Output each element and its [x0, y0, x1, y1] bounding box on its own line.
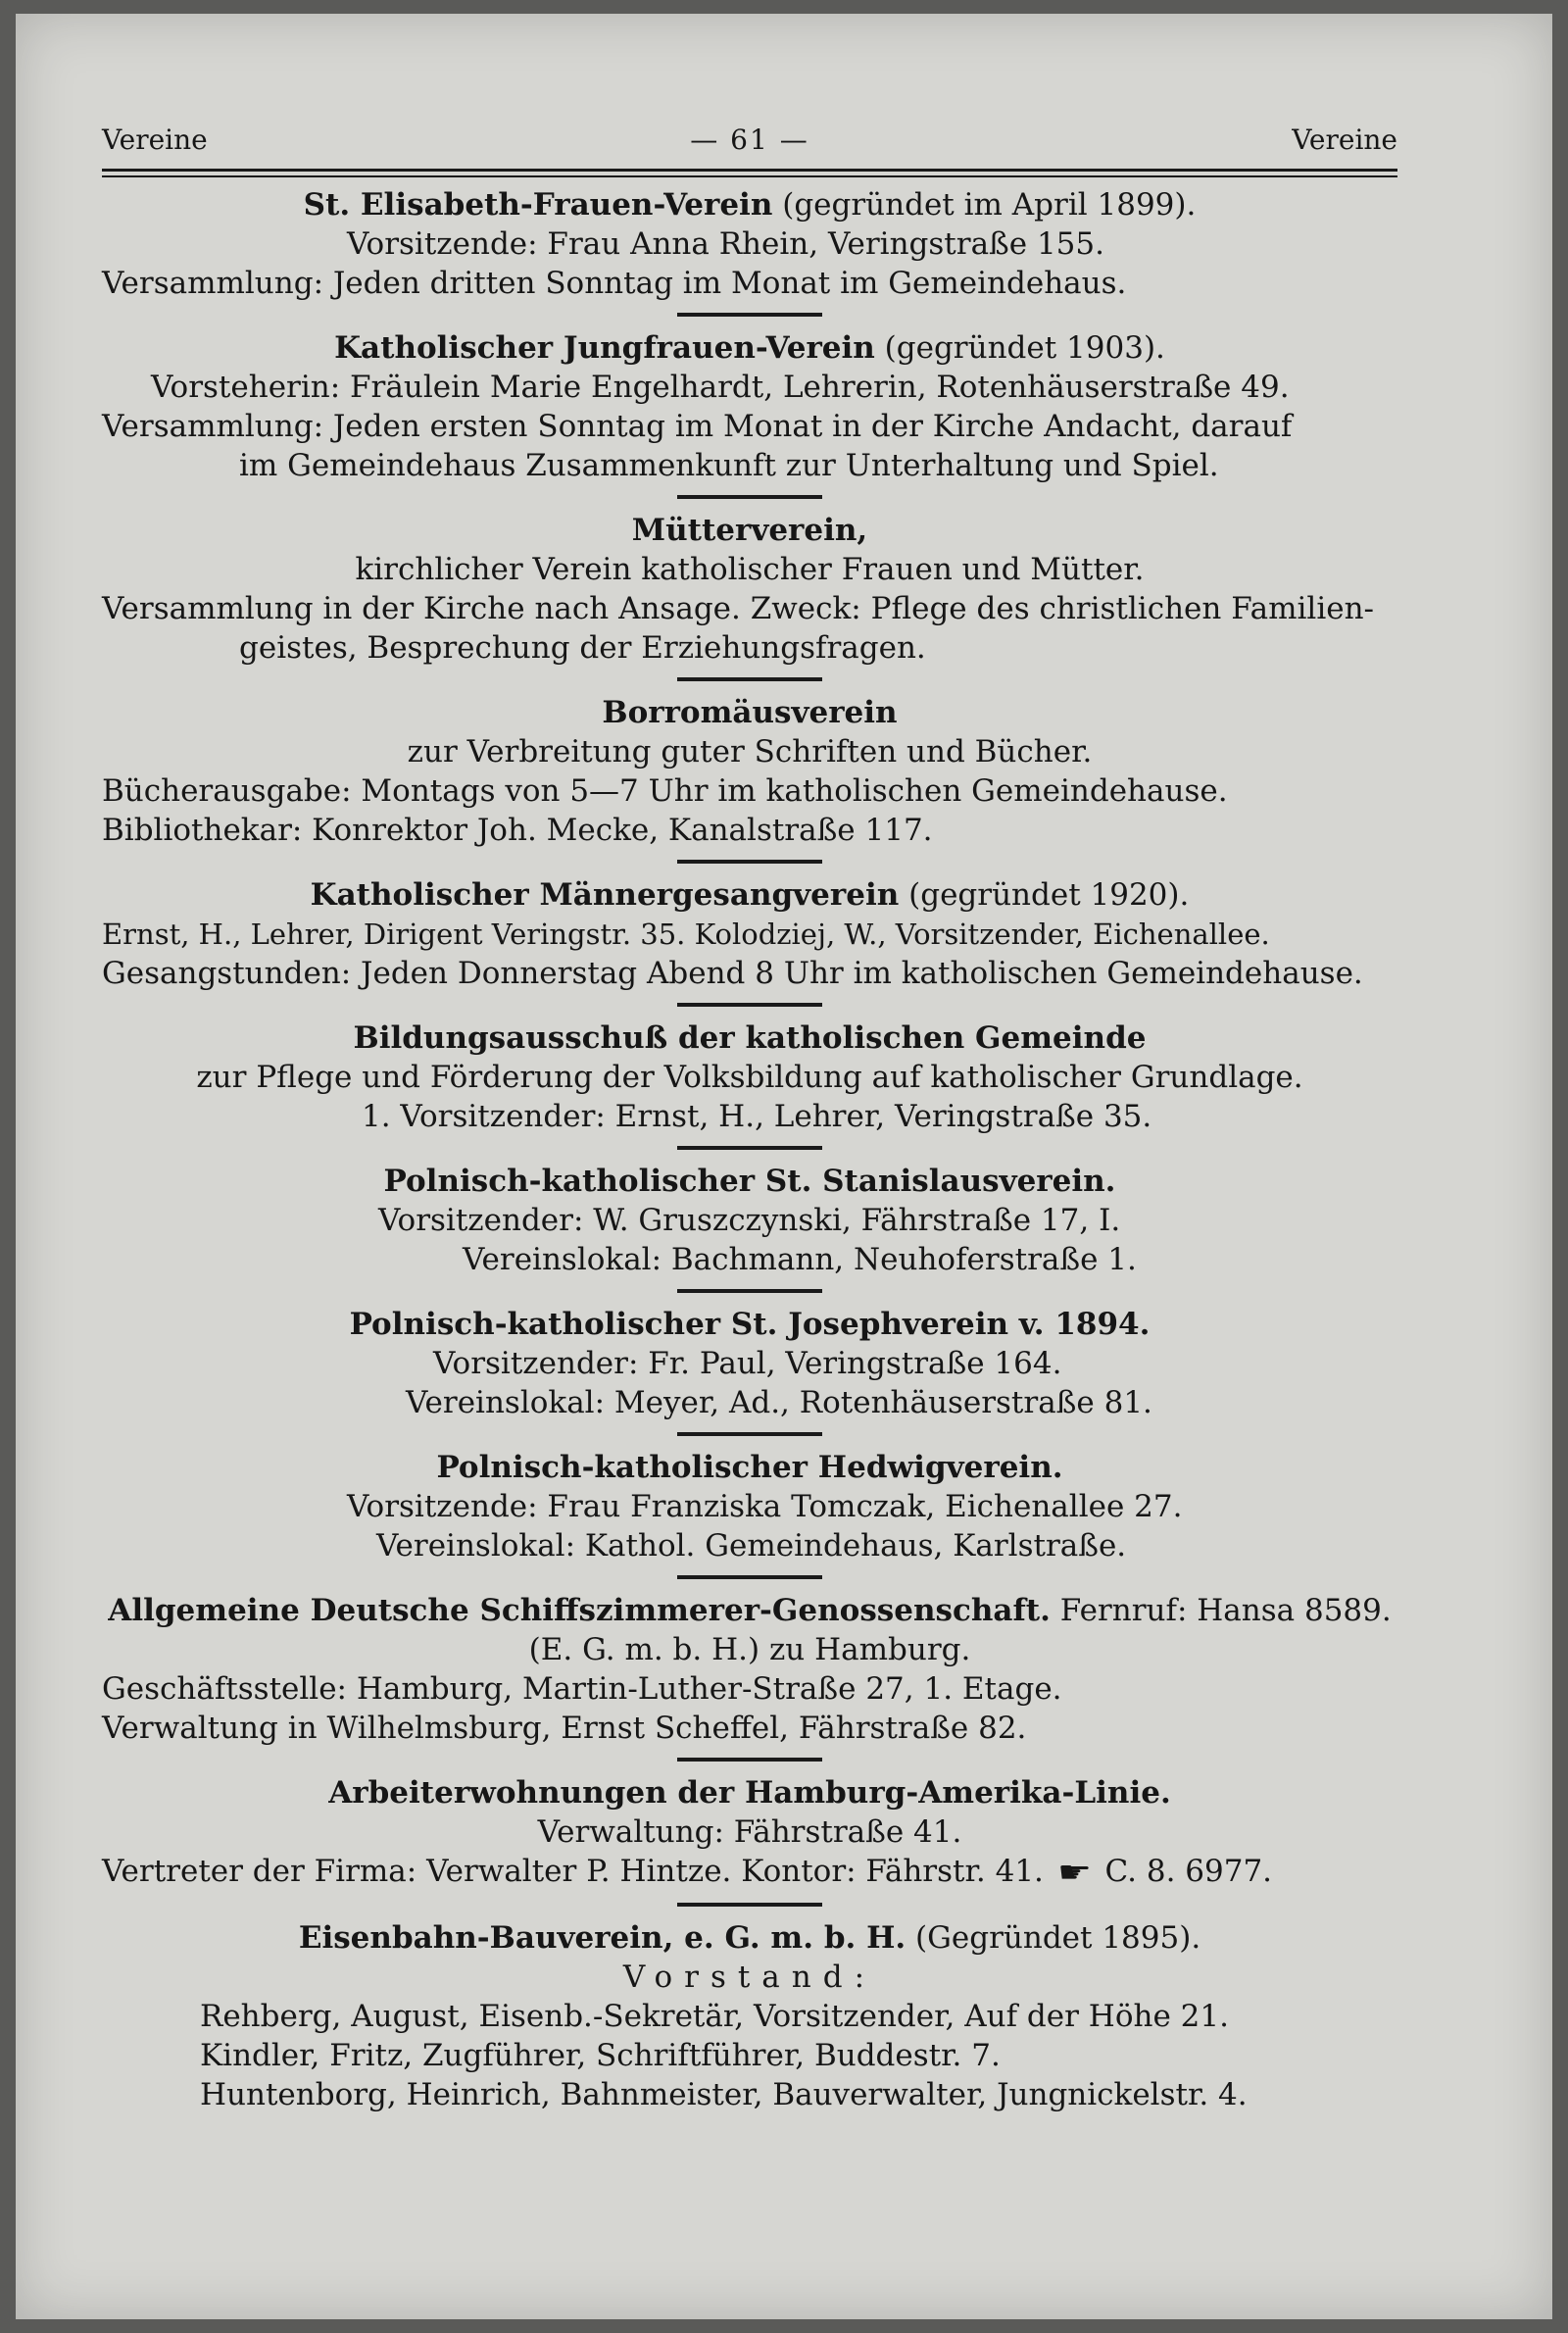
entry-title-line [102, 1918, 1397, 1958]
entry-line-with-icon [102, 1852, 1397, 1893]
entry-title-line [102, 328, 1397, 368]
entry-suffix: (Gegründet 1895). [915, 1919, 1201, 1956]
entry-line: Vorsitzende: Frau Franziska Tomczak, Eichenallee 27. [347, 1489, 1183, 1524]
entry-line: im Gemeindehaus Zusammenkunft zur Unterhaltung und Spiel. [239, 448, 1219, 483]
entry-title-line [102, 1162, 1397, 1201]
entry-subtitle: (E. G. m. b. H.) zu Hamburg. [528, 1632, 971, 1667]
entry-title: Bildungsausschuß der katholischen Gemeinde [353, 1020, 1147, 1056]
separator [677, 1146, 822, 1150]
entry-arbeiterwohnungen [102, 1773, 1397, 1893]
separator [677, 313, 822, 317]
entry-line: Vereinslokal: Meyer, Ad., Rotenhäuserstraße 81. [406, 1385, 1152, 1420]
entry-title-line [102, 1591, 1397, 1630]
entry-line: Vereinslokal: Kathol. Gemeindehaus, Karlstraße. [376, 1528, 1127, 1564]
entry-line: Vorsitzende: Frau Anna Rhein, Veringstraße 155. [347, 226, 1104, 262]
entry-line: Versammlung: Jeden dritten Sonntag im Monat im Gemeindehaus. [102, 266, 1127, 301]
entry-line: Verwaltung in Wilhelmsburg, Ernst Scheffel, Fährstraße 82. [102, 1711, 1027, 1746]
document-page [16, 14, 1552, 2319]
entry-suffix: (gegründet 1903). [884, 330, 1165, 366]
entry-subtitle: kirchlicher Verein katholischer Frauen und Mütter. [355, 552, 1145, 587]
page-content [102, 124, 1397, 2114]
entry-line-text: Vertreter der Firma: Verwalter P. Hintze. Kontor: Fährstr. 41. [102, 1854, 1044, 1889]
entry-line: Versammlung in der Kirche nach Ansage. Zweck: Pflege des christlichen Familien- [102, 591, 1375, 626]
entry-subtitle: Vorstand: [622, 1959, 877, 1995]
entry-line-text: C. 8. 6977. [1104, 1854, 1273, 1889]
separator [677, 1575, 822, 1579]
entry-bildungsausschuss [102, 1018, 1397, 1136]
entry-line: Vorsitzender: Fr. Paul, Veringstraße 164. [433, 1346, 1062, 1381]
separator [677, 1758, 822, 1762]
entry-line: Huntenborg, Heinrich, Bahnmeister, Bauverwalter, Jungnickelstr. 4. [200, 2076, 1248, 2112]
header-double-rule [102, 169, 1397, 177]
separator [677, 1003, 822, 1007]
entry-maennergesangverein [102, 875, 1397, 993]
entry-muetterverein [102, 511, 1397, 668]
page-header [102, 124, 1397, 169]
entry-subtitle: zur Verbreitung guter Schriften und Bücher. [407, 734, 1093, 769]
entry-line: Kindler, Fritz, Zugführer, Schriftführer, Buddestr. 7. [200, 2037, 1001, 2073]
entry-line: Gesangstunden: Jeden Donnerstag Abend 8 Uhr im katholischen Gemeindehause. [102, 956, 1363, 991]
separator [677, 1289, 822, 1293]
separator [677, 677, 822, 681]
header-right: Vereine [1292, 124, 1397, 156]
entry-title-line [102, 1773, 1397, 1812]
entry-title-line [102, 1305, 1397, 1344]
entry-line: Vorsitzender: W. Gruszczynski, Fährstraße 17, I. [378, 1203, 1121, 1238]
entry-subtitle: Verwaltung: Fährstraße 41. [537, 1814, 962, 1850]
entry-title: Katholischer Männergesangverein [310, 877, 900, 913]
entry-suffix: (gegründet 1920). [908, 877, 1190, 913]
entry-title-line [102, 1018, 1397, 1058]
entry-suffix: (gegründet im April 1899). [782, 187, 1197, 223]
separator [677, 1432, 822, 1436]
entry-title: Polnisch-katholischer Hedwigverein. [436, 1450, 1063, 1485]
entry-josephverein [102, 1305, 1397, 1422]
telephone-hand-icon: ☛ [1056, 1855, 1092, 1890]
separator [677, 860, 822, 864]
entry-jungfrauen-verein [102, 328, 1397, 485]
entry-title-line [102, 875, 1397, 915]
entry-line: Vereinslokal: Bachmann, Neuhoferstraße 1. [463, 1242, 1137, 1277]
entry-title: Polnisch-katholischer St. Josephverein v. 1894. [349, 1307, 1151, 1342]
entry-suffix: Fernruf: Hansa 8589. [1059, 1593, 1392, 1628]
entry-line: Rehberg, August, Eisenb.-Sekretär, Vorsitzender, Auf der Höhe 21. [200, 1998, 1229, 2034]
entry-borromaeusverein [102, 693, 1397, 850]
entry-title-line [102, 693, 1397, 732]
separator [677, 495, 822, 499]
entry-subtitle: zur Pflege und Förderung der Volksbildung auf katholischer Grundlage. [196, 1060, 1303, 1095]
entry-title: St. Elisabeth-Frauen-Verein [303, 187, 773, 223]
entry-st-elisabeth [102, 185, 1397, 303]
entry-eisenbahn-bauverein [102, 1918, 1397, 2114]
entry-title: Allgemeine Deutsche Schiffszimmerer-Genossenschaft. [108, 1593, 1051, 1628]
entry-title: Eisenbahn-Bauverein, e. G. m. b. H. [298, 1919, 906, 1956]
entry-line: geistes, Besprechung der Erziehungsfragen. [239, 630, 926, 666]
entry-line: Bücherausgabe: Montags von 5—7 Uhr im katholischen Gemeindehause. [102, 773, 1228, 809]
page-number: — 61 — [690, 124, 809, 156]
entry-line: Ernst, H., Lehrer, Dirigent Veringstr. 35. Kolodziej, W., Vorsitzender, Eichenallee. [102, 918, 1270, 951]
entry-line: Versammlung: Jeden ersten Sonntag im Monat in der Kirche Andacht, darauf [102, 409, 1293, 444]
entry-title: Katholischer Jungfrauen-Verein [334, 330, 875, 366]
entry-line: Bibliothekar: Konrektor Joh. Mecke, Kanalstraße 117. [102, 813, 933, 848]
separator [677, 1903, 822, 1907]
entry-schiffszimmerer [102, 1591, 1397, 1748]
entry-title-line [102, 511, 1397, 550]
entry-title-line [102, 185, 1397, 224]
entry-line: Vorsteherin: Fräulein Marie Engelhardt, Lehrerin, Rotenhäuserstraße 49. [151, 370, 1290, 405]
entry-stanislausverein [102, 1162, 1397, 1279]
entry-hedwigverein [102, 1448, 1397, 1565]
header-left: Vereine [102, 124, 208, 156]
entry-title: Polnisch-katholischer St. Stanislausverein. [383, 1164, 1116, 1199]
entry-title: Borromäusverein [602, 695, 898, 730]
entry-title-line [102, 1448, 1397, 1487]
entry-line: 1. Vorsitzender: Ernst, H., Lehrer, Veringstraße 35. [362, 1099, 1152, 1134]
entry-title: Mütterverein, [631, 513, 868, 548]
entry-title: Arbeiterwohnungen der Hamburg-Amerika-Linie. [328, 1775, 1171, 1811]
entry-line: Geschäftsstelle: Hamburg, Martin-Luther-Straße 27, 1. Etage. [102, 1671, 1062, 1707]
